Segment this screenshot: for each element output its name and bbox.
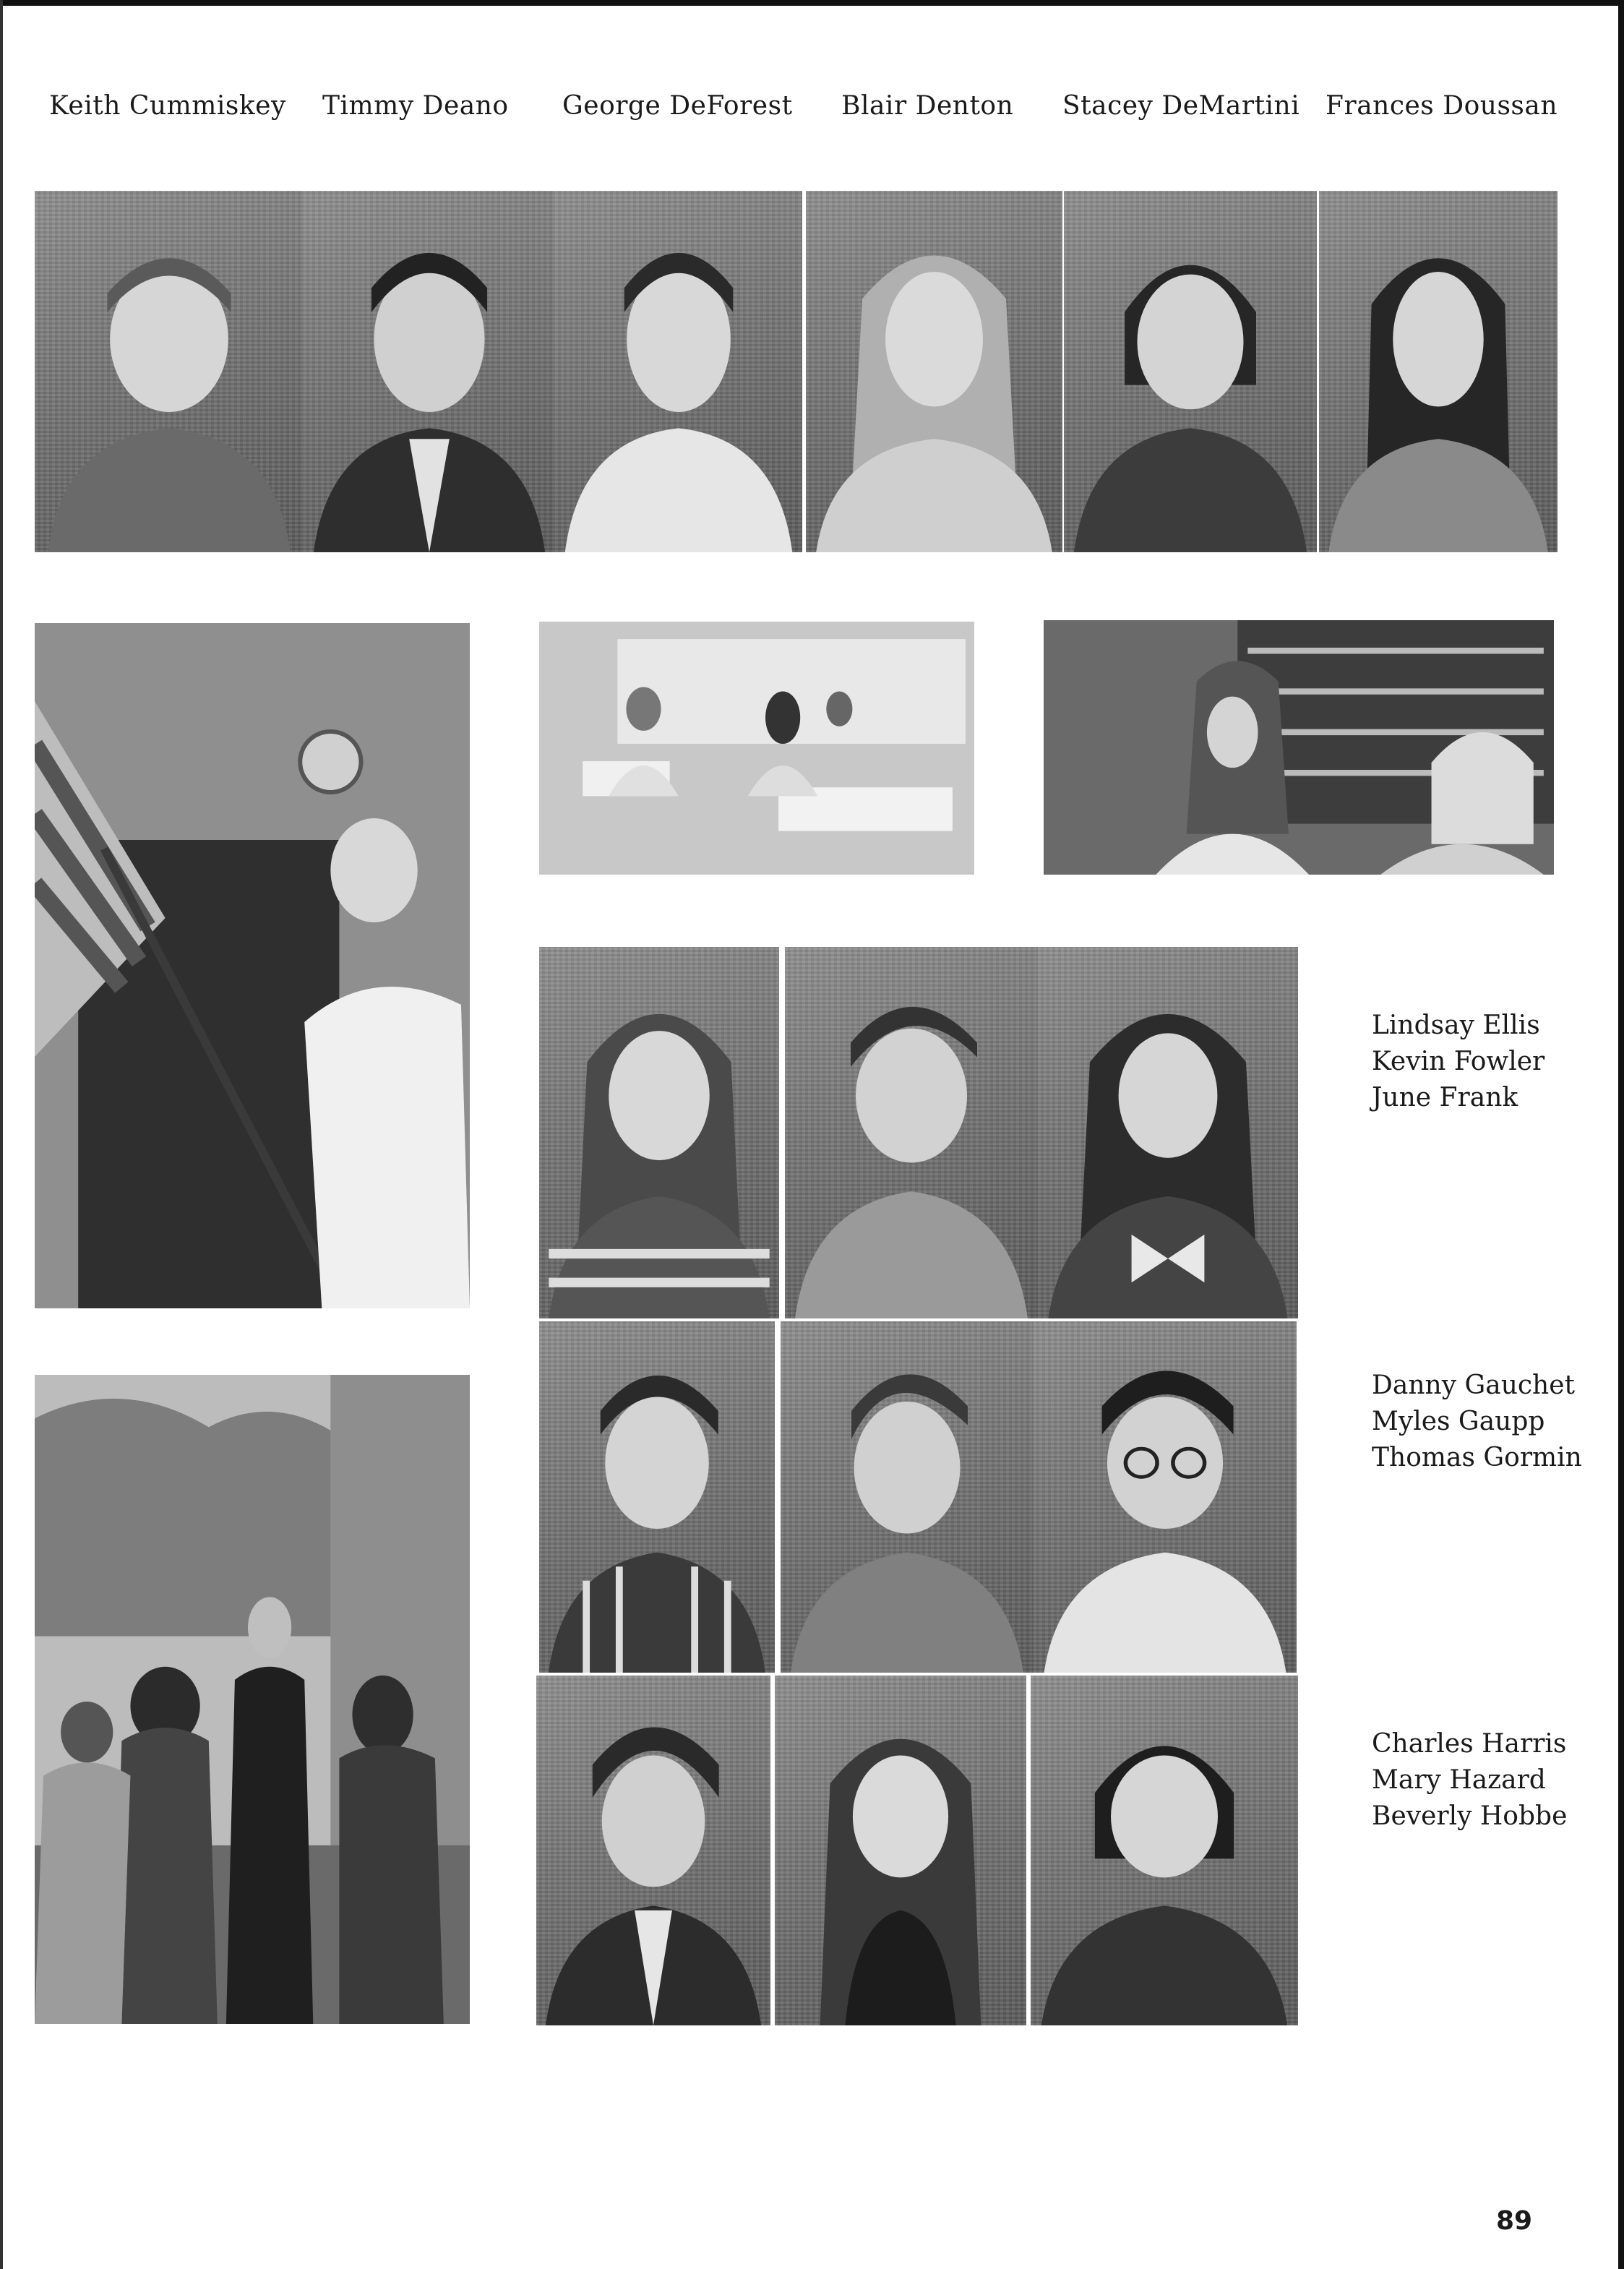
portrait-photo bbox=[1319, 191, 1558, 552]
portrait-photo bbox=[1034, 1321, 1297, 1673]
portrait-photo bbox=[35, 191, 304, 552]
page-number: 89 bbox=[1496, 2206, 1533, 2236]
student-name: Lindsay Ellis bbox=[1372, 1011, 1540, 1040]
candid-photo-flag-bearer bbox=[35, 623, 470, 1308]
student-name: Danny Gauchet bbox=[1372, 1371, 1576, 1400]
student-name: June Frank bbox=[1372, 1083, 1518, 1112]
student-name: Mary Hazard bbox=[1372, 1765, 1546, 1795]
portrait-photo bbox=[1031, 1676, 1298, 2025]
portrait-photo bbox=[539, 947, 779, 1318]
student-name: Thomas Gormin bbox=[1372, 1443, 1582, 1472]
page-right-border bbox=[1618, 0, 1624, 2269]
top-name-1: Keith Cummiskey bbox=[49, 91, 286, 121]
portrait-photo bbox=[555, 191, 802, 552]
candid-photo-classroom bbox=[539, 622, 974, 875]
portrait-photo bbox=[781, 1321, 1034, 1673]
name-group-row-2 bbox=[1372, 1368, 1582, 1476]
top-name-4: Blair Denton bbox=[841, 91, 1014, 121]
student-name: Kevin Fowler bbox=[1372, 1047, 1545, 1076]
student-name: Myles Gaupp bbox=[1372, 1407, 1545, 1436]
student-name: Beverly Hobbe bbox=[1372, 1801, 1568, 1831]
student-name: Charles Harris bbox=[1372, 1729, 1567, 1759]
top-name-2: Timmy Deano bbox=[322, 91, 509, 121]
top-name-6: Frances Doussan bbox=[1326, 91, 1558, 121]
portrait-photo bbox=[806, 191, 1062, 552]
portrait-photo bbox=[304, 191, 555, 552]
top-name-3: George DeForest bbox=[562, 91, 793, 121]
portrait-photo bbox=[1038, 947, 1298, 1318]
portrait-photo bbox=[775, 1676, 1026, 2025]
portrait-photo bbox=[539, 1321, 775, 1673]
portrait-photo bbox=[785, 947, 1038, 1318]
portrait-photo bbox=[536, 1676, 770, 2025]
portrait-photo bbox=[1064, 191, 1317, 552]
top-name-5: Stacey DeMartini bbox=[1062, 91, 1300, 121]
page-top-border bbox=[0, 0, 1624, 6]
name-group-row-3 bbox=[1372, 1726, 1567, 1835]
candid-photo-library bbox=[1044, 620, 1554, 875]
name-group-row-1 bbox=[1372, 1008, 1544, 1116]
candid-photo-outdoor-group bbox=[35, 1375, 470, 2024]
page-left-border bbox=[0, 0, 3, 2269]
